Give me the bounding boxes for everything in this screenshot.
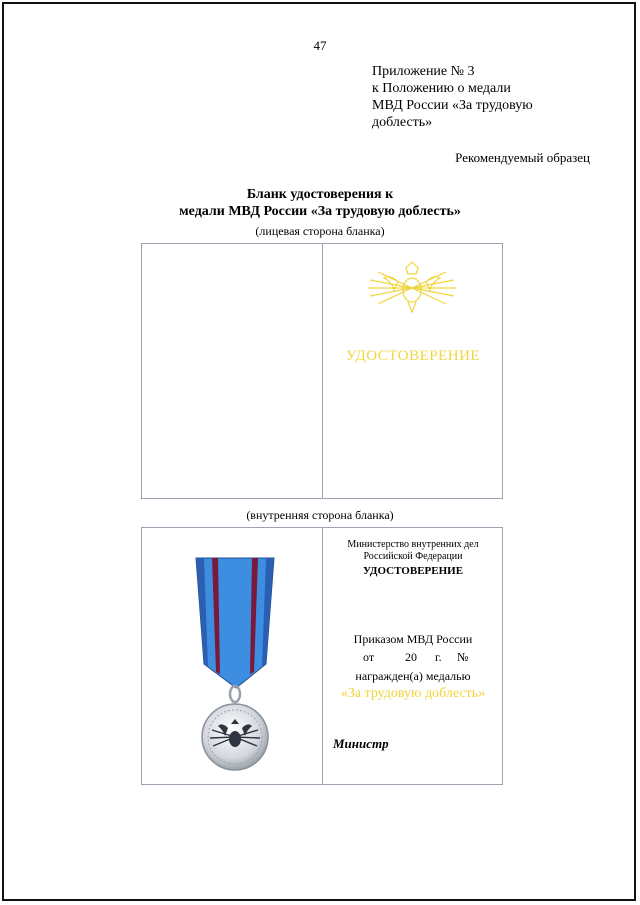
ministry-line-2: Российской Федерации bbox=[363, 551, 463, 562]
appendix-line-1: Приложение № 3 bbox=[372, 64, 475, 79]
mvd-emblem-icon bbox=[364, 258, 460, 316]
order-line: Приказом МВД России bbox=[353, 632, 473, 646]
medal-icon bbox=[176, 554, 294, 772]
appendix-line-4: доблесть» bbox=[372, 115, 433, 130]
inner-side-blank bbox=[141, 527, 503, 785]
appendix-note bbox=[372, 63, 602, 131]
ministry-line-1: Министерство внутренних дел bbox=[347, 539, 479, 550]
inner-certificate-word: УДОСТОВЕРЕНИЕ bbox=[362, 565, 464, 577]
title-line-1: Бланк удостоверения к bbox=[246, 187, 394, 202]
awarded-line: награжден(а) медалью bbox=[355, 669, 471, 683]
date-from: от bbox=[363, 650, 375, 664]
date-number: № bbox=[457, 650, 469, 664]
front-side-caption: (лицевая сторона бланка) bbox=[255, 224, 385, 238]
page-number: 47 bbox=[313, 38, 327, 53]
fold-line bbox=[322, 244, 323, 498]
document-title bbox=[0, 186, 640, 220]
date-year: 20 bbox=[405, 650, 417, 664]
appendix-line-3: МВД России «За трудовую bbox=[372, 98, 533, 113]
front-certificate-word: УДОСТОВЕРЕНИЕ bbox=[345, 348, 481, 364]
ministry-name bbox=[323, 539, 503, 563]
appendix-line-2: к Положению о медали bbox=[372, 81, 511, 96]
recommended-sample-label: Рекомендуемый образец bbox=[455, 150, 590, 165]
date-g: г. bbox=[435, 650, 442, 664]
front-side-blank bbox=[141, 243, 503, 499]
medal-name: «За трудовую доблесть» bbox=[340, 686, 486, 701]
title-line-2: медали МВД России «За трудовую доблесть» bbox=[179, 204, 461, 219]
inner-side-caption: (внутренняя сторона бланка) bbox=[246, 508, 394, 522]
minister-signature-label: Министр bbox=[333, 736, 389, 751]
